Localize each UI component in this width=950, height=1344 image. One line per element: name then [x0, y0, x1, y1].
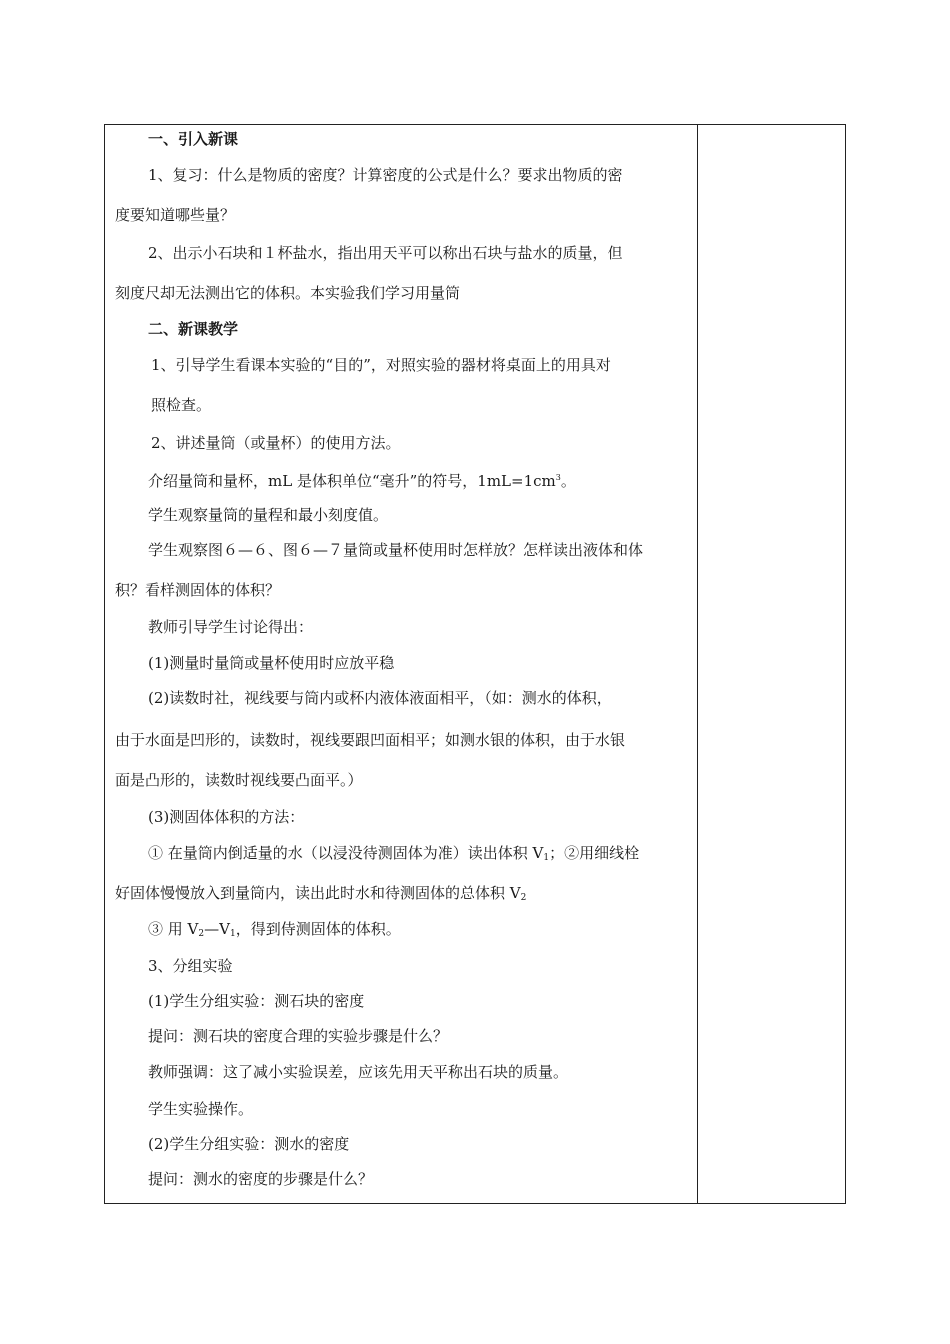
discuss-line: 教师引导学生讨论得出： — [148, 618, 314, 636]
intro-line: 介绍量筒和量杯，mL 是体积单位“毫升”的符号，$1mL=1cm^3$。 — [148, 472, 576, 490]
point-2-line-3: 面是凸形的，读数时视线要凸面平。） — [115, 771, 363, 789]
show-line-2: 刻度尺却无法测出它的体积。本实验我们学习用量筒 — [115, 284, 461, 302]
point-2-line-2: 由于水面是凹形的，读数时，视线要跟凹面相平；如测水银的体积，由于水银 — [115, 731, 626, 749]
method-line: 2、讲述量筒（或量杯）的使用方法。 — [151, 434, 401, 452]
lesson-table — [104, 124, 846, 1204]
guide-line-1: 1、引导学生看课本实验的“目的”，对照实验的器材将桌面上的用具对 — [151, 356, 611, 374]
question-1: 提问：测石块的密度合理的实验步骤是什么？ — [148, 1027, 449, 1045]
question-2: 提问：测水的密度的步骤是什么？ — [148, 1170, 374, 1188]
teacher-emphasis: 教师强调：这了减小实验误差，应该先用天平称出石块的质量。 — [148, 1063, 569, 1081]
point-1: (1)测量时量筒或量杯使用时应放平稳 — [148, 654, 395, 672]
notes-cell — [699, 125, 845, 1203]
figure-line-1: 学生观察图６—６、图６—７量筒或量杯使用时怎样放？怎样读出液体和体 — [148, 541, 644, 559]
student-operation: 学生实验操作。 — [148, 1100, 254, 1118]
figure-line-2: 积？看样测固体的体积？ — [115, 581, 281, 599]
review-line-1: 1、复习：什么是物质的密度？计算密度的公式是什么？要求出物质的密 — [148, 166, 623, 184]
group-2: (2)学生分组实验：测水的密度 — [148, 1135, 350, 1153]
section1-heading: 一、引入新课 — [148, 130, 239, 148]
group-heading: 3、分组实验 — [148, 957, 233, 975]
group-1: (1)学生分组实验：测石块的密度 — [148, 992, 365, 1010]
review-line-2: 度要知道哪些量？ — [115, 206, 236, 224]
guide-line-2: 照检查。 — [151, 396, 212, 414]
section2-heading: 二、新课教学 — [148, 320, 239, 338]
column-divider — [697, 125, 698, 1203]
observe-line: 学生观察量筒的量程和最小刻度值。 — [148, 506, 389, 524]
point-3: (3)测固体体积的方法： — [148, 808, 305, 826]
show-line-1: 2、出示小石块和１杯盐水，指出用天平可以称出石块与盐水的质量，但 — [148, 244, 623, 262]
step-1-line: ① 在量筒内倒适量的水（以浸没待测固体为准）读出体积 $V_1$；②用细线栓 — [148, 844, 640, 863]
point-2-line-1: (2)读数时社，视线要与筒内或杯内液体液面相平，（如：测水的体积， — [148, 689, 612, 707]
lesson-content-cell — [105, 125, 697, 1203]
step-3-line: ③ 用 $V_2—V_1$，得到侍测固体的体积。 — [148, 920, 401, 939]
step-2-line: 好固体慢慢放入到量筒内，读出此时水和待测固体的总体积 $V_2$ — [115, 884, 527, 903]
